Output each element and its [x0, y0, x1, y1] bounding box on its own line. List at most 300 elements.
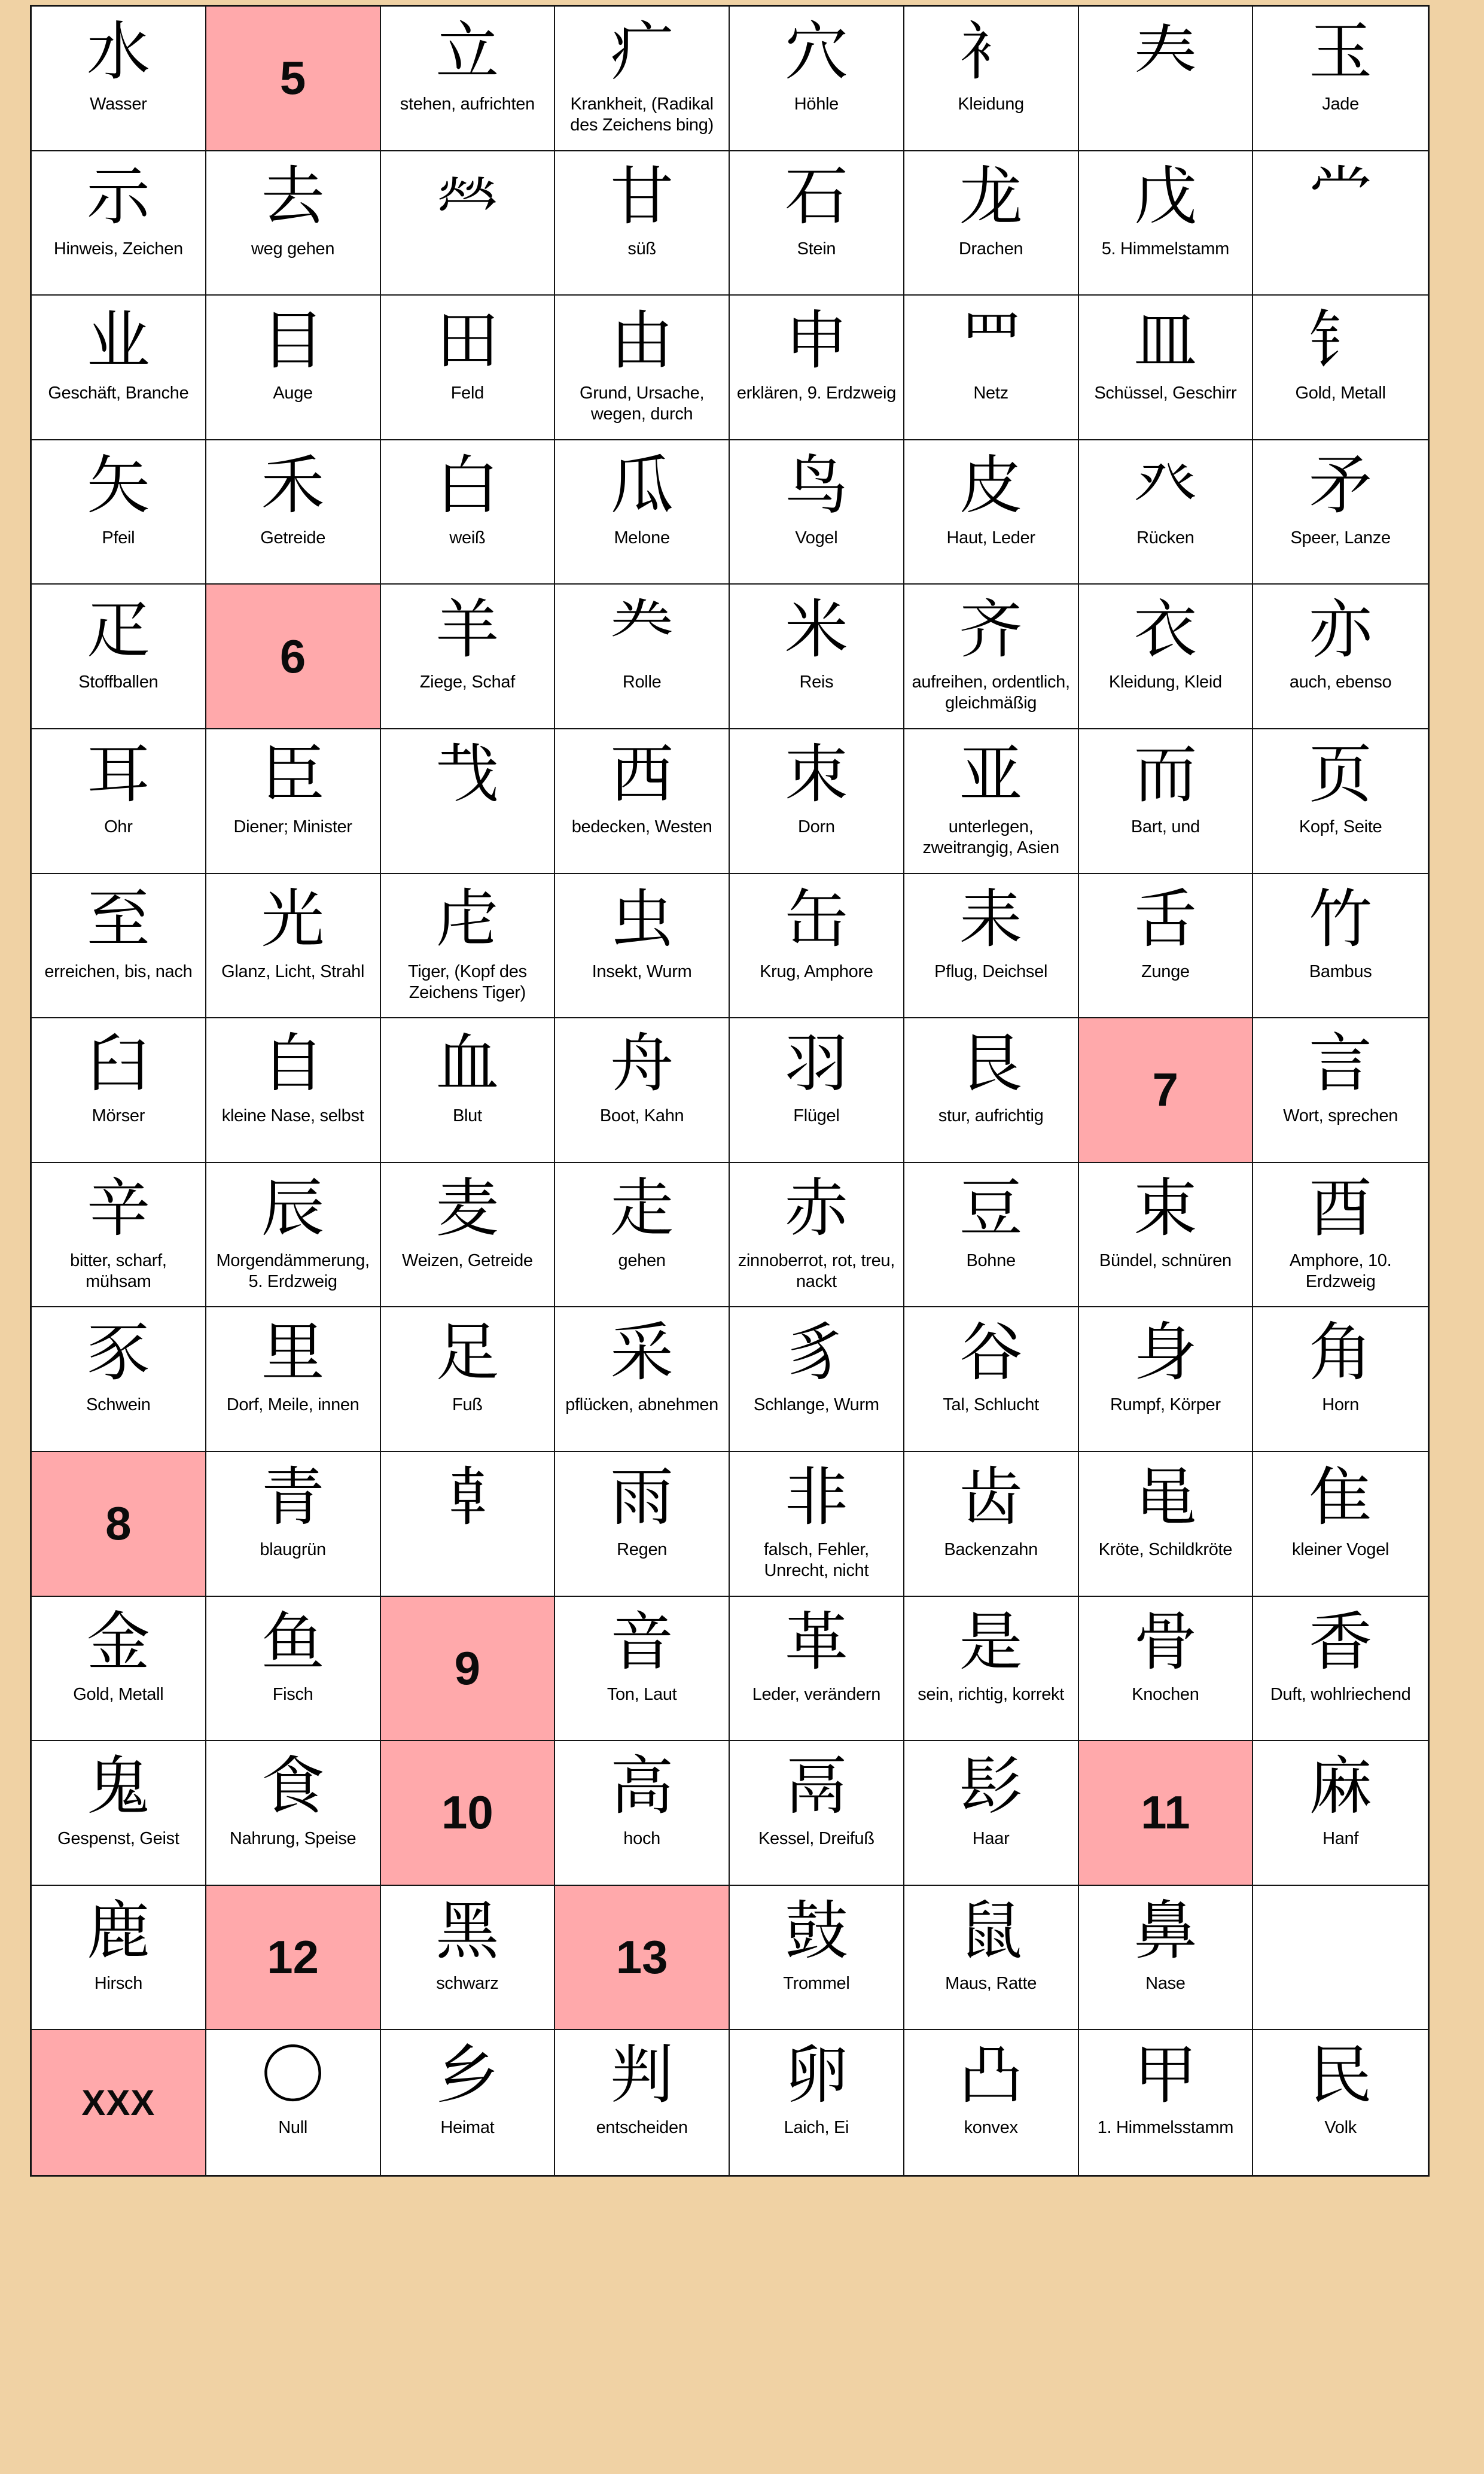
- radical-character: 瓜: [610, 451, 674, 521]
- radical-cell: [381, 729, 556, 874]
- radical-label: Speer, Lanze: [1290, 528, 1391, 547]
- radical-cell: [555, 440, 730, 585]
- radical-cell: [32, 1307, 206, 1452]
- radical-cell: [1079, 2030, 1254, 2175]
- radical-character: 去: [261, 162, 325, 232]
- radical-character: 卵: [784, 2041, 848, 2111]
- radical-character: 戊: [1133, 162, 1197, 232]
- stroke-count-cell: [206, 7, 381, 151]
- radical-character: 走: [610, 1173, 674, 1244]
- radical-cell: [904, 874, 1079, 1019]
- radical-cell: [1079, 1597, 1254, 1742]
- radical-label: Nahrung, Speise: [229, 1829, 356, 1849]
- radical-character: 判: [610, 2041, 674, 2111]
- radical-character: 竹: [1309, 884, 1373, 955]
- radical-cell: [1253, 440, 1428, 585]
- radical-label: Tiger, (Kopf des Zeichens Tiger): [407, 961, 527, 1002]
- radical-label: Krankheit, (Radikal des Zeichens bing): [570, 95, 714, 135]
- radical-cell: [32, 1163, 206, 1308]
- radical-character: 血: [435, 1029, 499, 1100]
- radical-cell: [206, 440, 381, 585]
- radical-cell: [1079, 1163, 1254, 1308]
- radical-character: 束: [1133, 1173, 1197, 1244]
- radical-label: süß: [627, 239, 656, 258]
- radical-character: 龸: [1309, 162, 1373, 232]
- radical-label: Netz: [973, 384, 1008, 403]
- radical-label: Maus, Ratte: [945, 1973, 1037, 1993]
- radical-cell: [1253, 1307, 1428, 1452]
- radical-label: Pflug, Deichsel: [934, 961, 1048, 981]
- radical-character: 鼻: [1133, 1896, 1197, 1967]
- radical-label: Grund, Ursache, wegen, durch: [579, 384, 705, 424]
- stroke-count-number: 13: [615, 1931, 668, 1984]
- radical-cell: [730, 1741, 904, 1886]
- radical-label: [1160, 90, 1170, 94]
- radical-cell: [381, 440, 556, 585]
- radical-cell: [32, 7, 206, 151]
- radical-label: Rumpf, Körper: [1110, 1395, 1221, 1415]
- radical-cell: [904, 440, 1079, 585]
- radical-cell: [32, 585, 206, 729]
- radical-cell: [730, 1597, 904, 1742]
- stroke-count-number: 7: [1152, 1063, 1179, 1116]
- radical-cell: [381, 1452, 556, 1597]
- radical-label: Ziege, Schaf: [419, 672, 515, 692]
- radical-cell: [904, 1307, 1079, 1452]
- radical-label: erklären, 9. Erdzweig: [736, 384, 896, 403]
- radical-character: 龹: [610, 595, 674, 666]
- radical-character: 鸟: [784, 451, 848, 521]
- radical-label: Null: [278, 2118, 307, 2138]
- stroke-count-number: 9: [454, 1641, 481, 1694]
- radical-label: Glanz, Licht, Strahl: [221, 961, 365, 981]
- stroke-count-cell: [32, 1452, 206, 1597]
- radical-cell: [555, 874, 730, 1019]
- radical-label: stehen, aufrichten: [400, 95, 535, 114]
- radical-character: 身: [1133, 1318, 1197, 1389]
- radical-label: Volk: [1324, 2118, 1357, 2138]
- radical-label: Hanf: [1323, 1829, 1359, 1849]
- radical-cell: [555, 296, 730, 440]
- radical-character: 高: [610, 1752, 674, 1822]
- radical-label: pflücken, abnehmen: [565, 1395, 719, 1415]
- radical-cell: [32, 1597, 206, 1742]
- radical-label: [462, 813, 472, 817]
- radical-cell: [555, 585, 730, 729]
- radical-label: [462, 1536, 472, 1539]
- radical-character: 麻: [1309, 1752, 1373, 1822]
- stroke-count-number: XXX: [81, 2082, 156, 2123]
- radical-label: Jade: [1322, 95, 1359, 114]
- radical-character: 齐: [959, 595, 1023, 666]
- radical-character: 雨: [610, 1463, 674, 1533]
- radical-cell: [730, 1452, 904, 1597]
- stroke-count-cell: [1079, 1018, 1254, 1163]
- radical-cell: [1079, 440, 1254, 585]
- radical-label: Stoffballen: [78, 672, 159, 692]
- stroke-count-cell: [555, 1886, 730, 2031]
- radical-cell: [904, 1018, 1079, 1163]
- radical-character: 矛: [1309, 451, 1373, 521]
- radical-cell: [730, 874, 904, 1019]
- radical-label: Drachen: [958, 239, 1023, 258]
- radical-character: 〇: [261, 2041, 325, 2111]
- radical-cell: [381, 7, 556, 151]
- radical-cell: [32, 440, 206, 585]
- radical-label: Bart, und: [1130, 817, 1200, 836]
- radical-label: Laich, Ei: [784, 2118, 849, 2138]
- radical-label: Rücken: [1136, 528, 1194, 547]
- radical-character: 臣: [261, 740, 325, 810]
- radical-label: bitter, scharf, mühsam: [70, 1250, 167, 1291]
- radical-cell: [381, 1886, 556, 2031]
- radical-cell: [1253, 151, 1428, 296]
- radical-cell: [1253, 2030, 1428, 2175]
- radical-cell: [1253, 874, 1428, 1019]
- radical-label: [1336, 235, 1345, 239]
- radical-label: Backenzahn: [944, 1540, 1038, 1559]
- radical-character: 足: [435, 1318, 499, 1389]
- radical-character: 谷: [959, 1318, 1023, 1389]
- radical-cell: [1079, 1307, 1254, 1452]
- radical-character: 民: [1309, 2041, 1373, 2111]
- radical-character: 豸: [784, 1318, 848, 1389]
- radical-cell: [730, 1307, 904, 1452]
- radical-label: kleiner Vogel: [1292, 1540, 1389, 1559]
- radical-label: Kessel, Dreifuß: [758, 1829, 874, 1849]
- radical-character: 豕: [86, 1318, 150, 1389]
- radical-label: Wasser: [90, 95, 147, 114]
- radical-cell: [206, 1597, 381, 1742]
- radical-label: Dorn: [798, 817, 835, 836]
- stroke-count-cell: [32, 2030, 206, 2175]
- radical-cell: [1253, 1741, 1428, 1886]
- radical-character: 示: [86, 162, 150, 232]
- radical-table: [30, 5, 1430, 2177]
- radical-cell: [1253, 296, 1428, 440]
- radical-label: sein, richtig, korrekt: [918, 1684, 1065, 1704]
- stroke-count-cell: [381, 1597, 556, 1742]
- stroke-count-number: 5: [279, 51, 306, 105]
- radical-label: kleine Nase, selbst: [221, 1106, 364, 1126]
- radical-label: Duft, wohlriechend: [1270, 1684, 1411, 1704]
- radical-character: 衣: [1133, 595, 1197, 666]
- radical-character: 龙: [959, 162, 1023, 232]
- radical-character: 黑: [435, 1896, 499, 1967]
- radical-character: 鹿: [86, 1896, 150, 1967]
- radical-label: Insekt, Wurm: [592, 961, 692, 981]
- radical-label: Krug, Amphore: [760, 961, 873, 981]
- radical-cell: [555, 1597, 730, 1742]
- radical-character: 鱼: [261, 1607, 325, 1678]
- radical-label: Nase: [1145, 1973, 1186, 1993]
- radical-character: 髟: [959, 1752, 1023, 1822]
- radical-character: 石: [784, 162, 848, 232]
- radical-label: Zunge: [1141, 961, 1190, 981]
- radical-cell: [904, 585, 1079, 729]
- radical-label: Blut: [452, 1106, 482, 1126]
- radical-cell: [381, 296, 556, 440]
- radical-character: 米: [784, 595, 848, 666]
- radical-character: 鼠: [959, 1896, 1023, 1967]
- radical-label: Kleidung, Kleid: [1108, 672, 1222, 692]
- radical-label: Stein: [797, 239, 836, 258]
- radical-character: 而: [1133, 740, 1197, 810]
- radical-label: erreichen, bis, nach: [44, 961, 193, 981]
- radical-cell: [1253, 585, 1428, 729]
- radical-cell: [1253, 7, 1428, 151]
- radical-cell: [206, 296, 381, 440]
- radical-cell: [730, 1163, 904, 1308]
- radical-label: Fisch: [272, 1684, 313, 1704]
- radical-label: Gold, Metall: [73, 1684, 164, 1704]
- radical-cell: [555, 1452, 730, 1597]
- radical-cell: [904, 7, 1079, 151]
- stroke-count-number: 6: [279, 629, 306, 683]
- radical-label: Flügel: [793, 1106, 840, 1126]
- radical-cell: [1253, 1163, 1428, 1308]
- radical-label: Getreide: [260, 528, 326, 547]
- radical-character: 罒: [959, 306, 1023, 377]
- radical-label: stur, aufrichtig: [938, 1106, 1044, 1126]
- radical-label: Wort, sprechen: [1283, 1106, 1398, 1126]
- radical-label: Bambus: [1309, 961, 1372, 981]
- radical-label: Melone: [614, 528, 670, 547]
- radical-cell: [1079, 7, 1254, 151]
- radical-character: 鬲: [784, 1752, 848, 1822]
- radical-label: hoch: [623, 1829, 660, 1849]
- radical-character: 光: [261, 884, 325, 955]
- radical-cell: [730, 2030, 904, 2175]
- radical-cell: [904, 2030, 1079, 2175]
- radical-cell: [206, 874, 381, 1019]
- radical-cell: [1079, 296, 1254, 440]
- radical-character: 业: [86, 306, 150, 377]
- radical-cell: [904, 1163, 1079, 1308]
- radical-cell: [206, 729, 381, 874]
- radical-character: 是: [959, 1607, 1023, 1678]
- radical-label: Ton, Laut: [607, 1684, 677, 1704]
- radical-cell: [206, 151, 381, 296]
- stroke-count-cell: [381, 1741, 556, 1886]
- radical-label: Morgendämmerung, 5. Erdzweig: [216, 1250, 370, 1291]
- radical-character: 隹: [1309, 1463, 1373, 1533]
- radical-character: 矢: [86, 451, 150, 521]
- radical-cell: [32, 151, 206, 296]
- radical-cell: [730, 729, 904, 874]
- radical-cell: [904, 296, 1079, 440]
- radical-character: 黾: [1133, 1463, 1197, 1533]
- radical-character: 里: [261, 1318, 325, 1389]
- radical-character: 辰: [261, 1173, 325, 1244]
- radical-character: 穴: [784, 17, 848, 87]
- radical-character: 骨: [1133, 1607, 1197, 1678]
- radical-label: Pfeil: [102, 528, 135, 547]
- radical-cell: [1253, 1597, 1428, 1742]
- radical-character: 衤: [959, 17, 1023, 87]
- radical-label: Weizen, Getreide: [402, 1250, 533, 1270]
- radical-cell: [1079, 874, 1254, 1019]
- radical-cell: [555, 7, 730, 151]
- radical-character: 鬼: [86, 1752, 150, 1822]
- radical-cell: [381, 585, 556, 729]
- radical-character: 虍: [435, 884, 499, 955]
- radical-label: [462, 235, 472, 239]
- radical-cell: [32, 1741, 206, 1886]
- radical-label: Gold, Metall: [1295, 384, 1386, 403]
- radical-cell: [1253, 729, 1428, 874]
- radical-cell: [1079, 151, 1254, 296]
- radical-character: 水: [86, 17, 150, 87]
- radical-label: weg gehen: [251, 239, 335, 258]
- radical-label: Reis: [799, 672, 834, 692]
- radical-character: 赤: [784, 1173, 848, 1244]
- stroke-count-number: 11: [1141, 1786, 1190, 1839]
- radical-character: 疒: [610, 17, 674, 87]
- radical-label: Dorf, Meile, innen: [226, 1395, 359, 1415]
- radical-cell: [730, 151, 904, 296]
- radical-label: Höhle: [794, 95, 839, 114]
- radical-character: 艮: [959, 1029, 1023, 1100]
- radical-character: 立: [435, 17, 499, 87]
- radical-cell: [904, 1597, 1079, 1742]
- radical-label: Gespenst, Geist: [57, 1829, 179, 1849]
- radical-character: 羊: [435, 595, 499, 666]
- radical-label: Mörser: [92, 1106, 145, 1126]
- radical-label: Feld: [450, 384, 484, 403]
- radical-character: 酉: [1309, 1173, 1373, 1244]
- radical-character: 舌: [1133, 884, 1197, 955]
- radical-character: 目: [261, 306, 325, 377]
- radical-cell: [206, 1163, 381, 1308]
- radical-character: 由: [610, 306, 674, 377]
- radical-label: Horn: [1322, 1395, 1359, 1415]
- radical-cell: [206, 1741, 381, 1886]
- radical-character: 麦: [435, 1173, 499, 1244]
- radical-character: 辛: [86, 1173, 150, 1244]
- radical-character: 臼: [86, 1029, 150, 1100]
- radical-label: Bohne: [966, 1250, 1016, 1270]
- radical-character: 钅: [1309, 306, 1373, 377]
- radical-label: weiß: [449, 528, 486, 547]
- radical-label: Kleidung: [958, 95, 1024, 114]
- radical-label: falsch, Fehler, Unrecht, nicht: [763, 1540, 869, 1580]
- radical-label: Hinweis, Zeichen: [53, 239, 183, 258]
- radical-cell: [32, 1886, 206, 2031]
- radical-character: 禾: [261, 451, 325, 521]
- radical-cell: [1253, 1452, 1428, 1597]
- radical-character: 羽: [784, 1029, 848, 1100]
- radical-character: 香: [1309, 1607, 1373, 1678]
- radical-cell: [206, 1452, 381, 1597]
- radical-cell: [32, 729, 206, 874]
- radical-character: 癶: [1133, 451, 1197, 521]
- radical-character: 金: [86, 1607, 150, 1678]
- radical-label: konvex: [964, 2118, 1018, 2138]
- radical-cell: [381, 2030, 556, 2175]
- radical-label: Diener; Minister: [233, 817, 352, 836]
- radical-cell: [32, 1018, 206, 1163]
- radical-character: 白: [435, 451, 499, 521]
- stroke-count-cell: [206, 1886, 381, 2031]
- radical-label: gehen: [618, 1250, 666, 1270]
- radical-cell: [730, 1886, 904, 2031]
- radical-cell: [32, 874, 206, 1019]
- radical-character: 耳: [86, 740, 150, 810]
- radical-cell: [381, 151, 556, 296]
- radical-character: 食: [261, 1752, 325, 1822]
- radical-label: bedecken, Westen: [571, 817, 712, 836]
- radical-label: unterlegen, zweitrangig, Asien: [922, 817, 1059, 857]
- radical-character: 采: [610, 1318, 674, 1389]
- radical-cell: [1079, 1886, 1254, 2031]
- radical-label: Hirsch: [94, 1973, 143, 1993]
- radical-label: Amphore, 10. Erdzweig: [1289, 1250, 1392, 1291]
- radical-character: 耒: [959, 884, 1023, 955]
- radical-cell: [730, 440, 904, 585]
- radical-cell: [381, 1163, 556, 1308]
- radical-label: Trommel: [783, 1973, 850, 1993]
- radical-character: 至: [86, 884, 150, 955]
- radical-character: 甘: [610, 162, 674, 232]
- radical-label: schwarz: [436, 1973, 499, 1993]
- radical-character: 皿: [1133, 306, 1197, 377]
- radical-character: 甲: [1133, 2041, 1197, 2111]
- radical-character: 青: [261, 1463, 325, 1533]
- radical-cell: [206, 2030, 381, 2175]
- radical-character: 𢦏: [435, 740, 499, 810]
- radical-cell: [904, 1741, 1079, 1886]
- stroke-count-cell: [206, 585, 381, 729]
- radical-cell: [730, 296, 904, 440]
- radical-label: zinnoberrot, rot, treu, nackt: [738, 1250, 895, 1291]
- radical-label: Kröte, Schildkröte: [1098, 1540, 1233, 1559]
- radical-cell: [730, 585, 904, 729]
- radical-character: 舟: [610, 1029, 674, 1100]
- radical-character: 疋: [86, 595, 150, 666]
- stroke-count-number: 10: [441, 1786, 493, 1839]
- stroke-count-number: 8: [105, 1497, 132, 1550]
- radical-label: Knochen: [1132, 1684, 1199, 1704]
- radical-character: 皮: [959, 451, 1023, 521]
- radical-cell: [1253, 1018, 1428, 1163]
- radical-cell: [555, 729, 730, 874]
- radical-label: Ohr: [104, 817, 133, 836]
- radical-cell: [904, 1452, 1079, 1597]
- radical-cell: [555, 1018, 730, 1163]
- radical-character: 𡗗: [1133, 17, 1197, 87]
- radical-character: 角: [1309, 1318, 1373, 1389]
- radical-character: 亦: [1309, 595, 1373, 666]
- radical-character: 自: [261, 1029, 325, 1100]
- radical-cell: [1079, 729, 1254, 874]
- radical-cell: [555, 1741, 730, 1886]
- radical-label: Tal, Schlucht: [943, 1395, 1039, 1415]
- radical-character: 𠦝: [435, 1463, 499, 1533]
- radical-label: Schwein: [86, 1395, 151, 1415]
- radical-cell: [555, 151, 730, 296]
- stroke-count-number: 12: [267, 1931, 319, 1984]
- radical-cell: [381, 874, 556, 1019]
- radical-label: 1. Himmelsstamm: [1097, 2118, 1234, 2138]
- radical-label: auch, ebenso: [1289, 672, 1392, 692]
- radical-cell: [904, 151, 1079, 296]
- radical-label: Heimat: [440, 2118, 495, 2138]
- radical-label: Haut, Leder: [946, 528, 1035, 547]
- radical-character: 非: [784, 1463, 848, 1533]
- radical-label: Auge: [273, 384, 313, 403]
- radical-label: entscheiden: [596, 2118, 688, 2138]
